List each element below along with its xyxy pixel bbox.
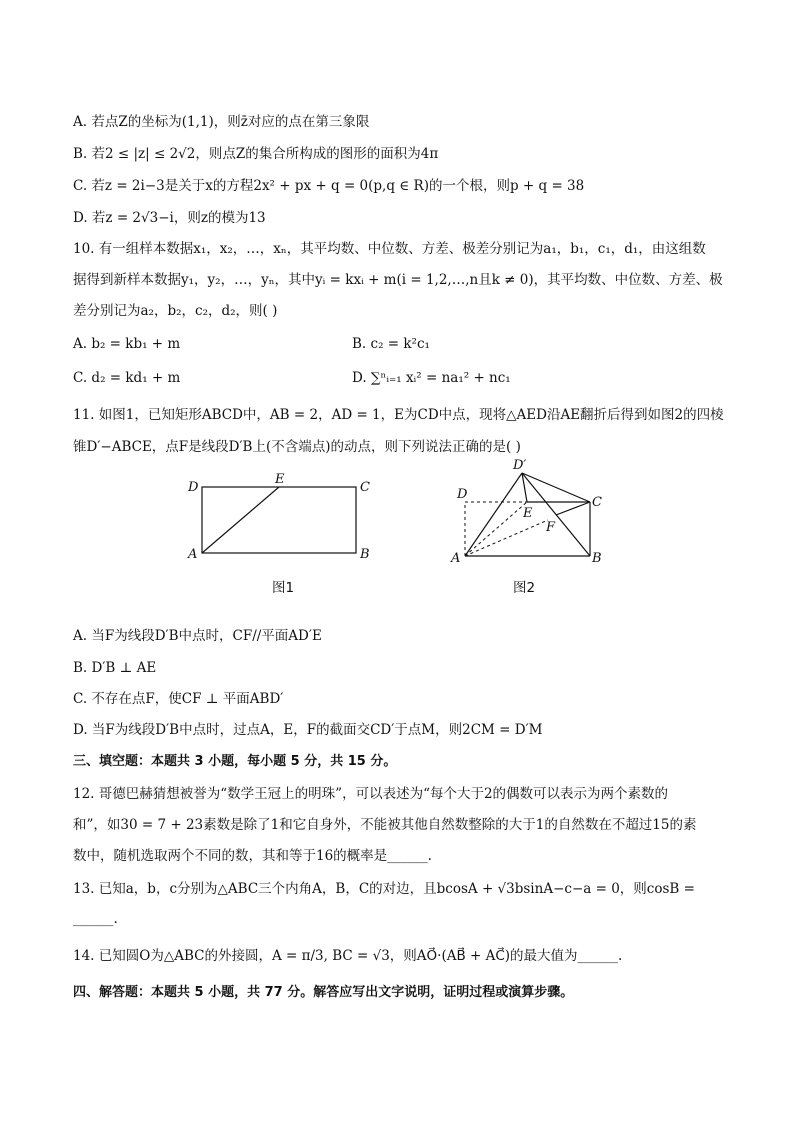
q9-option-a: A. 若点Z的坐标为(1,1)，则z̄对应的点在第三象限 — [73, 114, 370, 130]
q10-option-c: C. d₂ = kd₁ + m — [73, 370, 181, 386]
q11-option-b: B. D′B ⊥ AE — [73, 660, 157, 676]
fig2-label-e: E — [523, 506, 533, 521]
fig2-label-d: D — [457, 487, 468, 502]
fig1-label-e: E — [275, 472, 285, 487]
fig1-label-d: D — [188, 480, 199, 495]
q12-line-3: 数中，随机选取两个不同的数，其和等于16的概率是______. — [73, 848, 432, 864]
q10-stem-line-3: 差分别记为a₂，b₂，c₂，d₂，则( ) — [73, 303, 278, 319]
q11-option-d: D. 当F为线段D′B中点时，过点A，E，F的截面交CD′于点M，则2CM = D′M — [73, 722, 543, 738]
q14-line: 14. 已知圆O为△ABC的外接圆，A = π/3, BC = √3，则AO⃗·(AB⃗ + AC⃗)的最大值为______. — [73, 948, 623, 964]
q9-option-d: D. 若z = 2√3−i，则z的模为13 — [73, 210, 266, 226]
fig2-edge-fc — [556, 502, 590, 515]
q12-line-2: 和”，如30 = 7 + 23素数是除了1和它自身外，不能被其他自然数整除的大于1的自然数在不超过15的素 — [73, 817, 697, 833]
fig1-caption: 图1 — [272, 580, 295, 596]
q11-option-a: A. 当F为线段D′B中点时，CF//平面AD′E — [73, 628, 322, 644]
fig2-edge-dpc — [522, 473, 590, 502]
figure-2 — [445, 455, 615, 570]
q11-option-c: C. 不存在点F，使CF ⊥ 平面ABD′ — [73, 691, 284, 707]
q13-line-1: 13. 已知a，b，c分别为△ABC三个内角A，B，C的对边，且bcosA + √3bsinA−c−a = 0，则cosB = — [73, 881, 695, 897]
q10-option-a: A. b₂ = kb₁ + m — [73, 336, 181, 352]
fig2-label-f: F — [546, 520, 556, 535]
q11-stem-line-2: 锥D′−ABCE，点F是线段D′B上(不含端点)的动点，则下列说法正确的是( ) — [73, 439, 521, 455]
fig1-label-b: B — [360, 547, 370, 562]
figure-1 — [180, 468, 380, 568]
fig2-label-a: A — [451, 551, 461, 566]
q10-stem-line-2: 据得到新样本数据y₁，y₂，…，yₙ，其中yᵢ = kxᵢ + m(i = 1,2,…,n且k ≠ 0)，其平均数、中位数、方差、极 — [73, 272, 723, 288]
fig1-rectangle — [202, 487, 356, 553]
section-3-heading: 三、填空题：本题共 3 小题，每小题 5 分，共 15 分。 — [73, 754, 397, 769]
q11-stem-line-1: 11. 如图1，已知矩形ABCD中，AB = 2，AD = 1，E为CD中点，现将△AED沿AE翻折后得到如图2的四棱 — [73, 407, 724, 423]
q9-option-c: C. 若z = 2i−3是关于x的方程2x² + px + q = 0(p,q ∈ R)的一个根，则p + q = 38 — [73, 178, 585, 194]
q10-option-d: D. ∑ⁿᵢ₌₁ xᵢ² = na₁² + nc₁ — [352, 370, 511, 386]
fig1-label-a: A — [188, 547, 198, 562]
q10-option-b: B. c₂ = k²c₁ — [352, 336, 430, 352]
q12-line-1: 12. 哥德巴赫猜想被誉为“数学王冠上的明珠”，可以表述为“每个大于2的偶数可以表示为两个素数的 — [73, 786, 669, 802]
q10-stem-line-1: 10. 有一组样本数据x₁，x₂，…，xₙ，其平均数、中位数、方差、极差分别记为a₁，b₁，c₁，d₁，由这组数 — [73, 241, 706, 257]
q13-line-2: ______. — [73, 911, 118, 927]
q9-option-b: B. 若2 ≤ |z| ≤ 2√2，则点Z的集合所构成的图形的面积为4π — [73, 146, 439, 162]
fig2-label-c: C — [592, 495, 602, 510]
fig1-segment-ae — [202, 487, 279, 553]
fig2-label-b: B — [592, 551, 602, 566]
fig2-label-dprime: D′ — [513, 458, 527, 473]
fig2-caption: 图2 — [513, 580, 536, 596]
fig1-label-c: C — [360, 480, 370, 495]
section-4-heading: 四、解答题：本题共 5 小题，共 77 分。解答应写出文字说明，证明过程或演算步骤。 — [73, 985, 574, 1000]
